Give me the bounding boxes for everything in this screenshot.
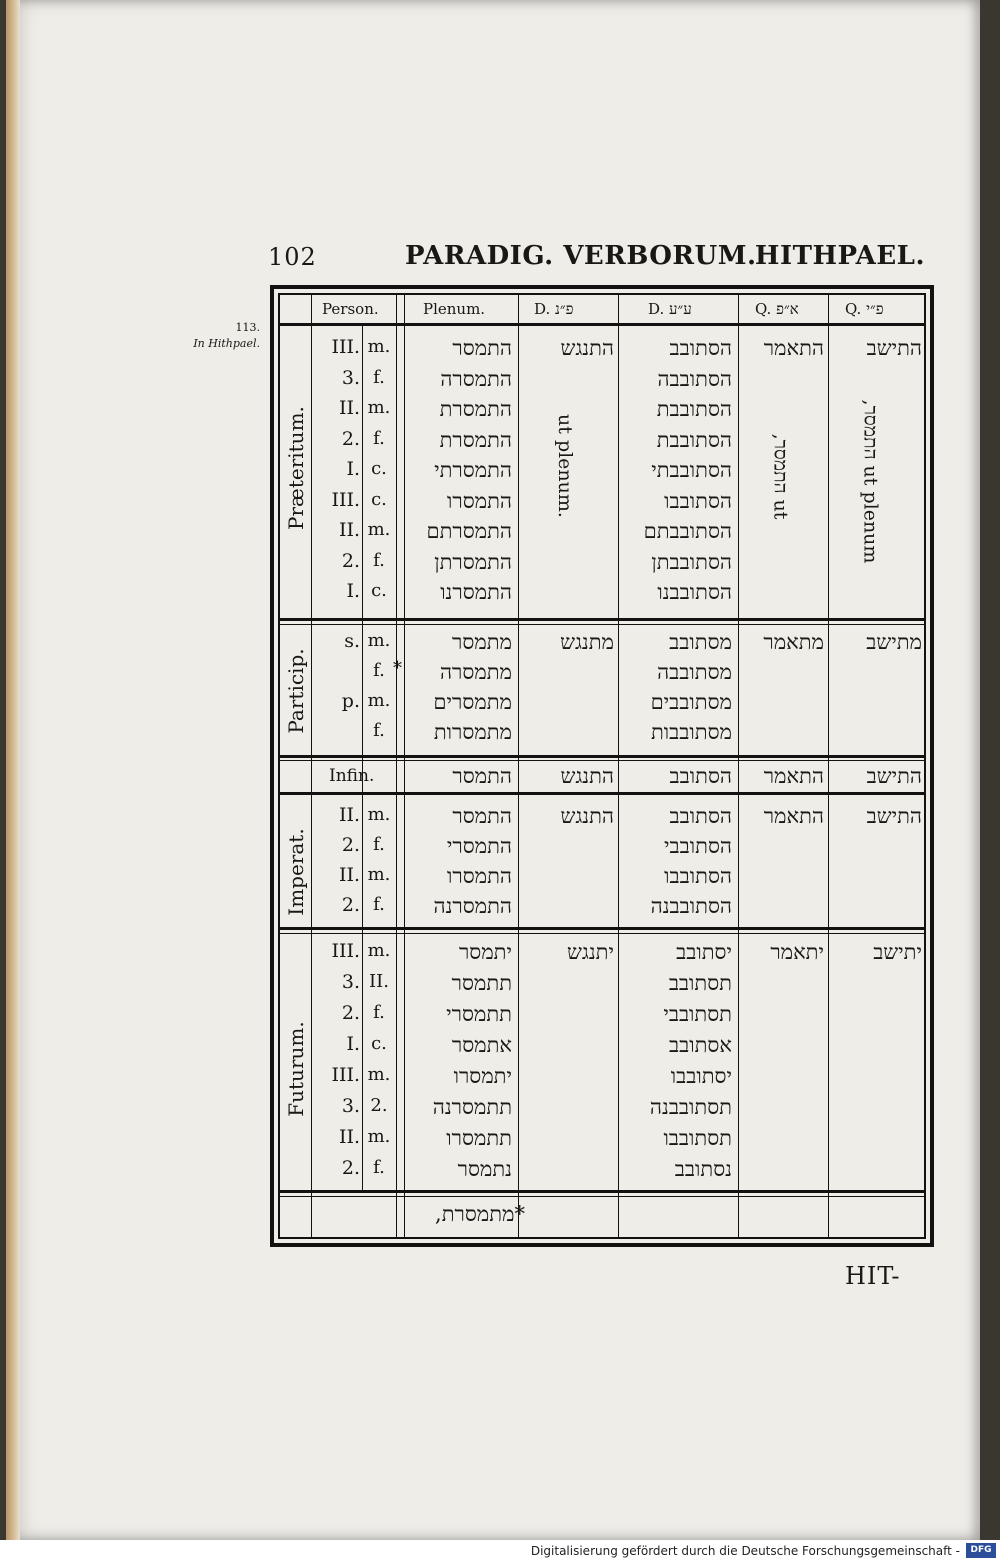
row-gender: c. [371,580,387,601]
row-person-number: p. [341,690,360,712]
col-header-d-pn: D. פ״נ [534,300,574,318]
row-gender: m. [367,804,391,825]
cell-plenum: התמסרו [447,864,512,888]
margin-note [170,320,260,352]
cell-plenum: התמסר [452,804,512,828]
row-person-number: II. [338,519,360,541]
cell-d-aa: מסתובבים [650,690,732,714]
cell-plenum: מתמסרה [439,660,512,684]
cell-d-aa: הסתובבנה [650,894,732,918]
row-gender: 2. [370,1095,388,1116]
cell-plenum: התמסרת [439,397,512,421]
title-part-2: VERBORUM. [563,241,757,271]
section-infin: Infin. [329,766,375,786]
cell-plenum: התמסרנו [440,580,512,604]
cell-d-aa: הסתובבת [656,397,732,421]
row-person-number: II. [338,804,360,826]
row-gender: c. [371,1033,387,1054]
cell-q-pa: יתאמר [770,940,824,964]
cell-plenum: מתמסרות [433,720,512,744]
cell-d-aa: תסתובבי [663,1002,732,1026]
row-gender: c. [371,488,387,510]
cell-d-pn: התנגש [560,764,614,788]
row-gender: m. [367,864,391,885]
row-gender: f. [373,1002,385,1023]
row-person-number: 2. [341,1002,360,1024]
cell-plenum: אתמסר [451,1033,512,1057]
cell-d-aa: הסתובב [669,336,732,360]
cell-d-aa: אסתובב [669,1033,732,1057]
section-futurum: Futurum. [284,1021,308,1117]
cell-q-py: התישב [866,336,922,360]
section-imperat: Imperat. [284,828,308,916]
row-person-number: 2. [341,427,360,450]
cell-d-aa: הסתובבתי [651,458,732,482]
row-person-number: 3. [341,1095,360,1117]
row-gender: f. [373,549,385,571]
cell-plenum: התמסרו [447,488,512,513]
cell-plenum: תתמסר [451,971,512,995]
cell-d-pn: מתנגש [560,630,614,654]
page-number: 102 [268,243,317,271]
row-person-number: 2. [341,549,360,572]
column-rule [404,295,405,1237]
row-person-number: III. [331,336,360,358]
cell-d-aa: יסתובב [676,940,732,964]
catchword: HIT- [845,1262,901,1290]
row-person-number: s. [344,630,360,652]
cell-d-aa: מסתובב [669,630,732,654]
cell-d-aa: תסתובבנה [649,1095,732,1119]
cell-q-pa: מתאמר [763,630,824,654]
running-title [405,241,925,271]
row-person-number: III. [331,940,360,962]
row-gender: f. [373,720,385,741]
margin-note-number: 113. [235,321,260,334]
cell-q-pa: התאמר [763,764,824,788]
cell-d-aa: מסתובבה [657,660,732,684]
title-part-3: HITHPAEL. [754,241,925,271]
margin-note-text: In Hithpael. [193,337,260,350]
row-gender: f. [373,894,385,915]
cell-plenum: התמסר [452,764,512,788]
row-gender: m. [367,1126,391,1147]
cell-plenum: תתמסרו [446,1126,512,1150]
row-gender: II. [369,971,389,992]
section-praeteritum: Præteritum. [284,406,308,530]
row-gender: m. [367,940,391,961]
page-edge [6,0,20,1540]
cell-q-pa: התאמר [763,804,824,828]
cell-plenum: התמסרה [440,366,512,391]
note-ut-plenum-d-pn: ut plenum. [554,414,576,518]
row-person-number: 2. [341,834,360,856]
cell-q-py: יתישב [873,940,922,964]
row-gender: m. [367,336,391,357]
cell-plenum: התמסרתן [434,549,512,574]
row-person-number: 2. [341,1157,360,1179]
cell-d-pn: התנגש [560,804,614,828]
cell-plenum: התמסרת [439,427,512,452]
cell-q-pa: התאמר [763,336,824,360]
cell-q-py: התישב [866,804,922,828]
column-rule [518,295,519,1237]
footnote-form: *מתמסרת, [435,1202,525,1226]
row-gender: f. [373,834,385,855]
row-person-number: II. [338,864,360,886]
cell-plenum: התמסר [452,336,512,360]
cell-plenum: מתמסרים [433,690,512,714]
cell-d-aa: הסתובבי [664,834,732,858]
note-ut-plenum-q-py: ut plenum התמסר, [859,399,882,564]
row-gender: m. [367,519,391,540]
column-rule [618,295,619,1237]
cell-d-aa: הסתובבתם [643,519,732,543]
cell-d-aa: תסתובב [668,971,732,995]
cell-q-py: התישב [866,764,922,788]
cell-plenum: תתמסרי [446,1002,512,1026]
cell-d-aa: יסתובבו [670,1064,732,1088]
cell-d-aa: מסתובבות [651,720,732,744]
row-gender: f. [373,427,385,449]
column-rule [828,295,829,1237]
particip-star: * [393,658,402,679]
cell-d-aa: תסתובבו [663,1126,732,1150]
row-gender: f. [373,660,385,681]
row-person-number: 3. [341,366,360,389]
row-gender: m. [367,630,391,651]
cell-d-aa: הסתובבו [664,488,732,513]
col-header-plenum: Plenum. [423,300,486,318]
column-rule [396,295,397,1237]
footer-text: Digitalisierung gefördert durch die Deutsche Forschungsgemeinschaft - [530,1544,960,1558]
cell-plenum: מתמסר [452,630,512,654]
cell-d-aa: הסתובב [669,764,732,788]
row-person-number: III. [331,1064,360,1086]
row-person-number: I. [346,458,360,480]
row-person-number: II. [338,397,360,419]
col-header-q-pa: Q. א״פ [755,300,799,318]
row-person-number: III. [331,488,360,511]
row-gender: m. [367,397,391,418]
cell-plenum: יתמסרו [453,1064,512,1088]
cell-q-py: מתישב [866,630,922,654]
cell-plenum: התמסרנה [433,894,512,918]
dfg-logo: DFG [966,1543,996,1558]
row-gender: f. [373,1157,385,1178]
row-person-number: II. [338,1126,360,1148]
row-gender: c. [371,458,387,479]
cell-d-aa: נסתובב [674,1157,732,1181]
cell-plenum: יתמסר [458,940,512,964]
row-person-number: 3. [341,971,360,993]
row-gender: m. [367,1064,391,1085]
cell-d-aa: הסתובבתן [651,549,732,574]
cell-plenum: התמסרי [446,834,512,858]
title-part-1: PARADIG. [405,241,554,271]
row-gender: m. [367,690,391,711]
col-header-q-py: Q. פ״י [845,300,884,318]
row-person-number: I. [346,1033,360,1055]
column-rule [738,295,739,1237]
cell-d-aa: הסתובב [669,804,732,828]
footer-bar [0,1540,1000,1562]
col-header-d-aa: D. ע״ע [648,300,692,318]
column-rule [362,325,363,1190]
cell-d-aa: הסתובבת [656,427,732,452]
cell-d-aa: הסתובבו [664,864,732,888]
cell-plenum: תתמסרנה [432,1095,512,1119]
section-particip: Particip. [284,648,308,734]
cell-d-aa: הסתובבנו [657,580,732,604]
row-gender: f. [373,366,385,388]
row-person-number: 2. [341,894,360,916]
cell-plenum: התמסרתי [434,458,512,482]
row-person-number: I. [346,580,360,602]
cell-plenum: התמסרתם [426,519,512,543]
note-ut-q-pa: ut התמסר, [769,433,792,520]
cell-d-pn: התנגש [560,336,614,360]
col-header-person: Person. [322,300,379,318]
cell-plenum: נתמסר [457,1157,512,1181]
cell-d-pn: יתנגש [567,940,614,964]
cell-d-aa: הסתובבה [657,366,732,391]
